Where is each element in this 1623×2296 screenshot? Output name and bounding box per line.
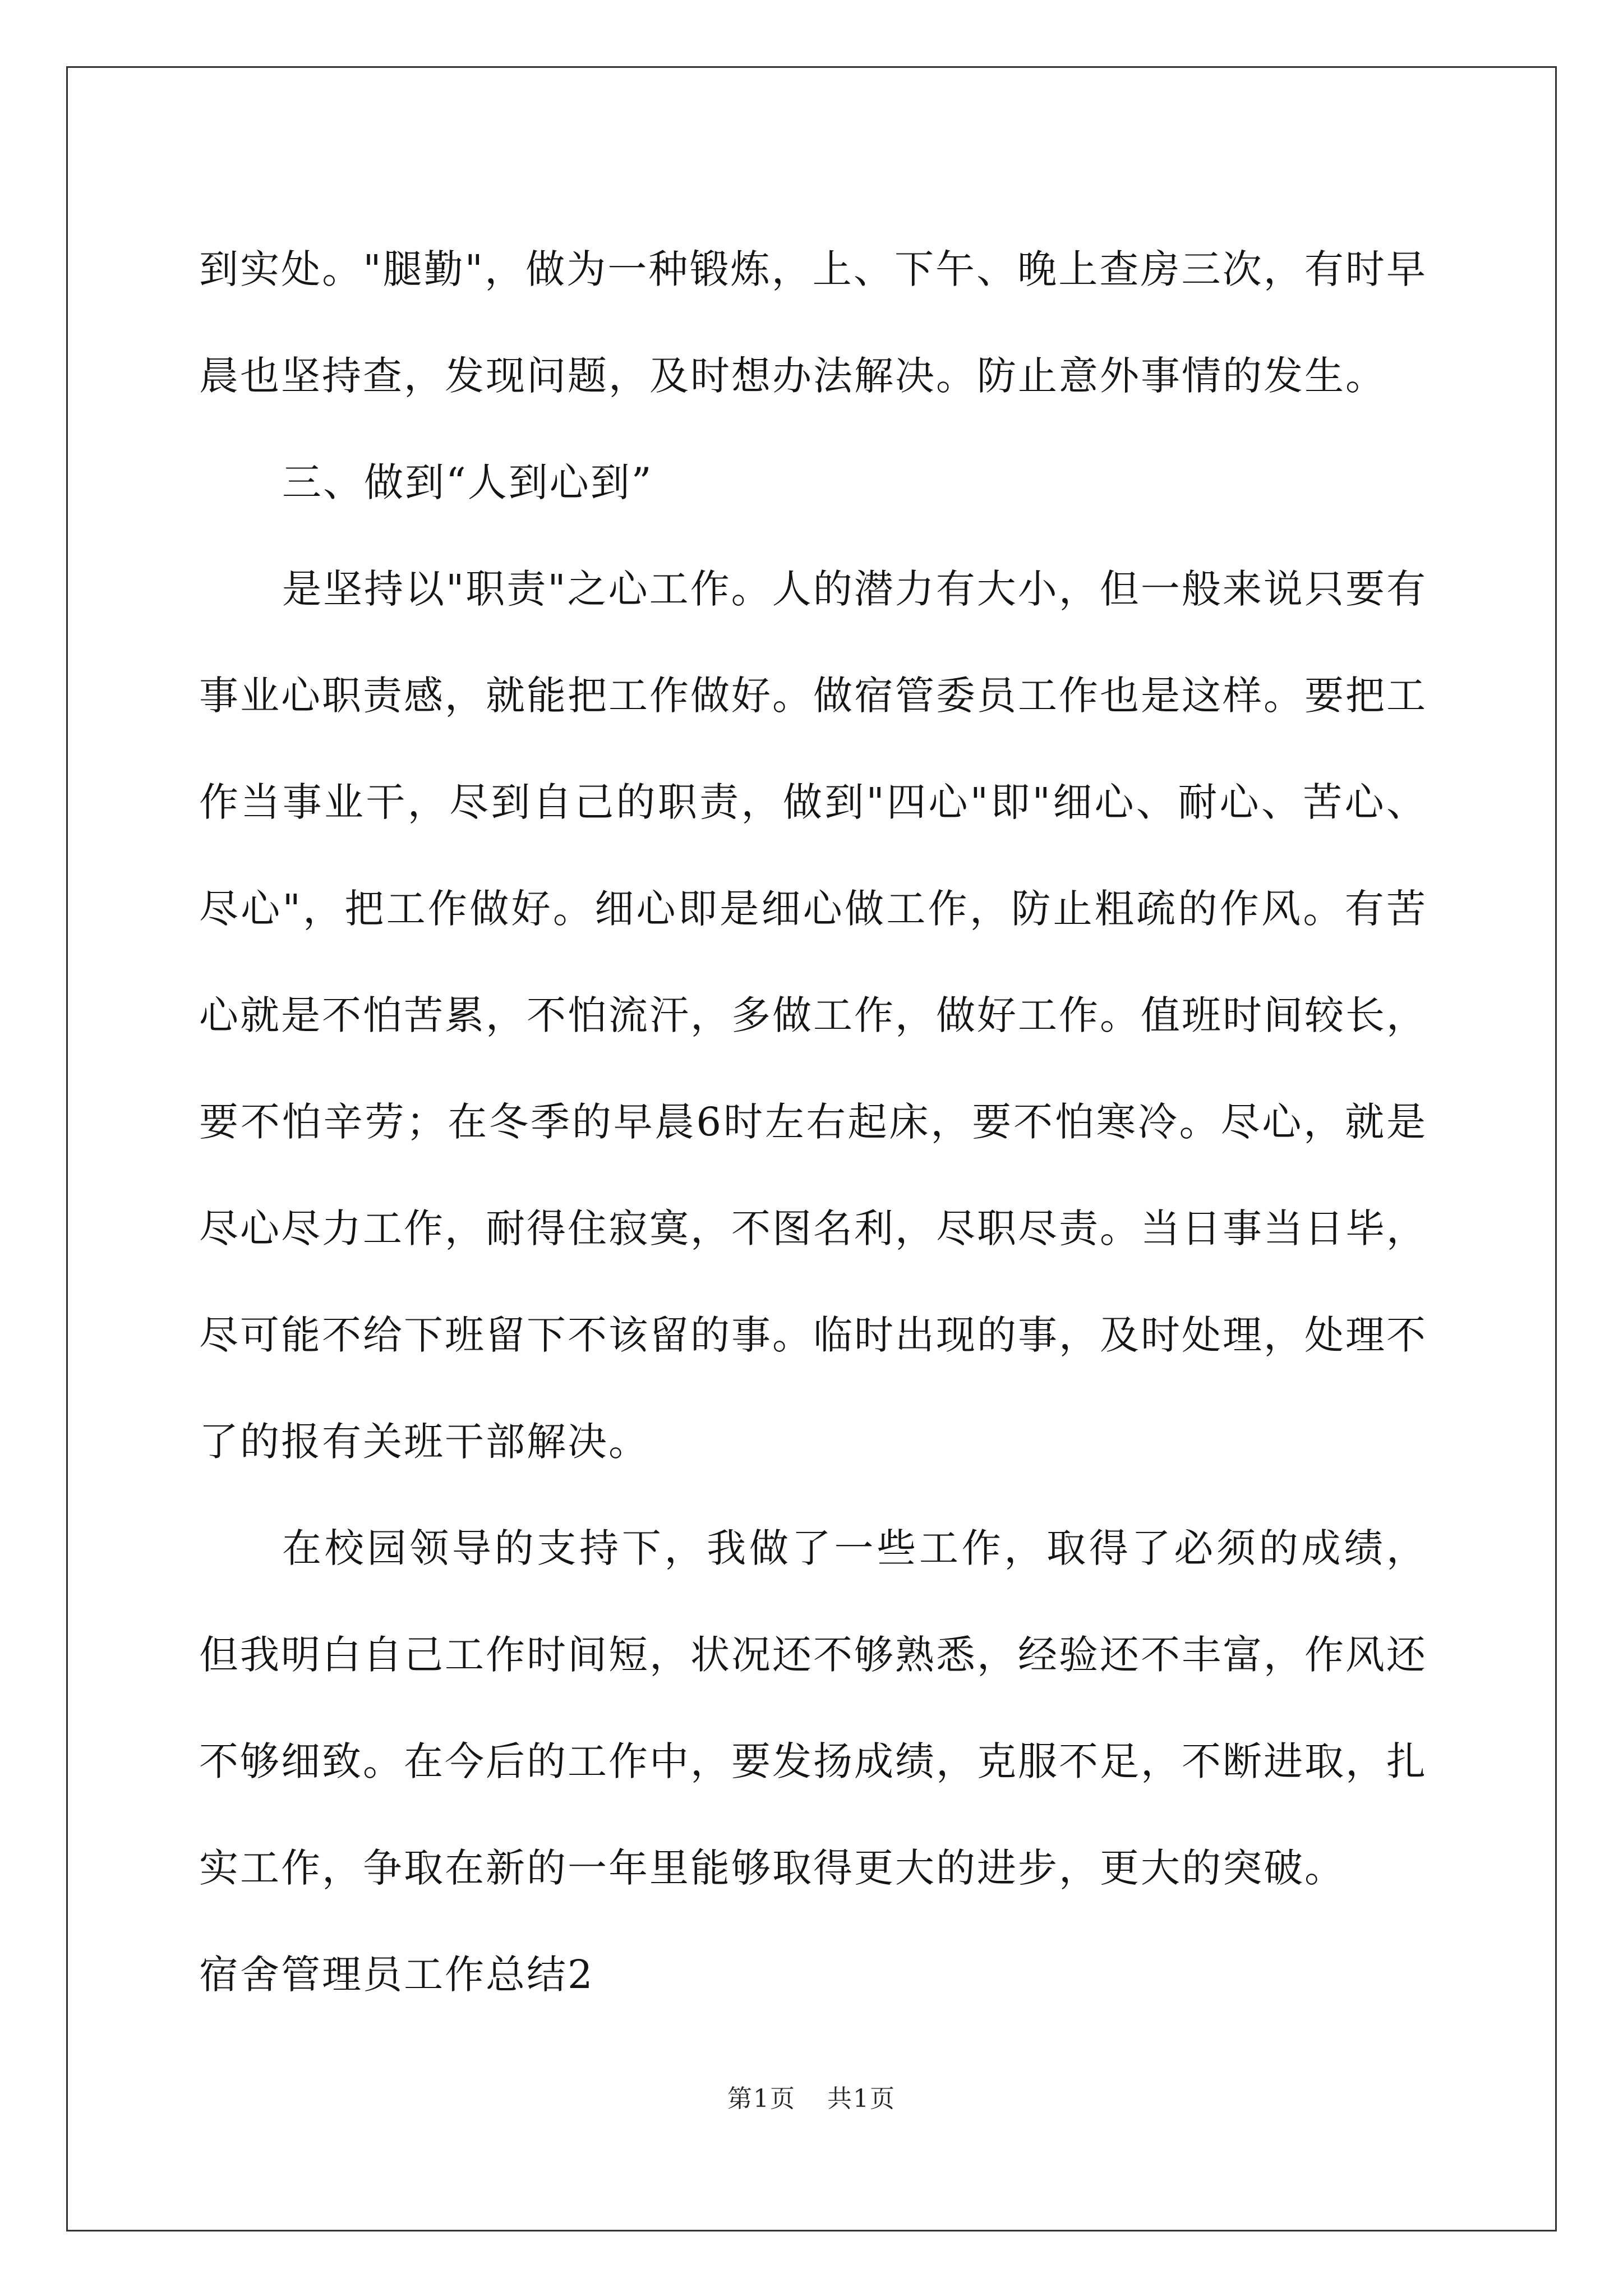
paragraph-continuation: 到实处。"腿勤"，做为一种锻炼，上、下午、晚上查房三次，有时早晨也坚持查，发现问题，及时想办法解决。防止意外事情的发生。 [199, 246, 1427, 399]
section-heading: 三、做到“人到心到” [282, 459, 653, 505]
paragraph-responsibility: 是坚持以"职责"之心工作。人的潜力有大小，但一般来说只要有事业心职责感，就能把工作做好。做宿管委员工作也是这样。要把工作当事业干，尽到自己的职责，做到"四心"即"细心、耐心、苦心、尽心"，把工作做好。细心即是细心做工作，防止粗疏的作风。有苦心就是不怕苦累，不怕流汗，多做工作，做好工作。值班时间较长，要不怕辛劳；在冬季的早晨6时左右起床，要不怕寒冷。尽心，就是尽心尽力工作，耐得住寂寞，不图名利，尽职尽责。当日事当日毕，尽可能不给下班留下不该留的事。临时出现的事，及时处理，处理不了的报有关班干部解决。 [199, 566, 1427, 1465]
document-subtitle: 宿舍管理员工作总结2 [199, 1952, 594, 1998]
page-number: 第1页 [727, 2085, 796, 2113]
page-total: 共1页 [827, 2085, 896, 2113]
page-footer [0, 2078, 1623, 2114]
paragraph-conclusion: 在校园领导的支持下，我做了一些工作，取得了必须的成绩，但我明白自己工作时间短，状况还不够熟悉，经验还不丰富，作风还不够细致。在今后的工作中，要发扬成绩，克服不足，不断进取，扎实工作，争取在新的一年里能够取得更大的进步，更大的突破。 [199, 1525, 1427, 1891]
document-body [199, 216, 1427, 2028]
